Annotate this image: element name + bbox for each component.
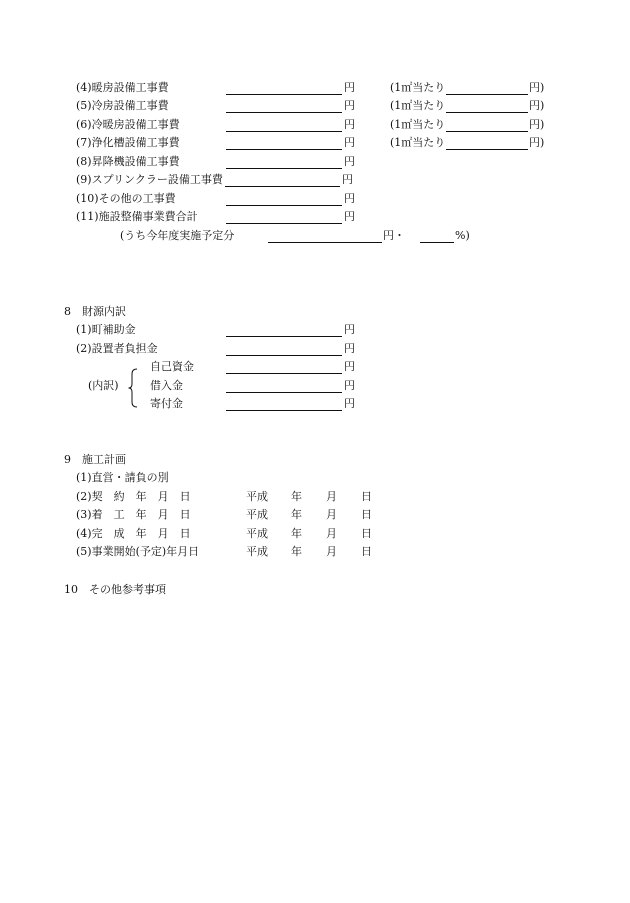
per-area-prefix-septic: (1㎡当たり <box>390 136 446 149</box>
breakdown-label-loan: 借入金 <box>150 379 183 392</box>
plan-title: 9 施工計画 <box>64 453 126 466</box>
current-year-unit: 円・ <box>383 229 405 242</box>
plan-row-day-contract: 日 <box>361 490 372 503</box>
per-area-prefix-aircon: (1㎡当たり <box>390 118 446 131</box>
plan-row-year-contract: 年 <box>291 490 302 503</box>
other-title: 10 その他参考事項 <box>64 583 166 596</box>
current-year-amount-field[interactable] <box>268 242 382 243</box>
breakdown-label-own-funds: 自己資金 <box>150 360 194 373</box>
breakdown-field-loan[interactable] <box>226 392 342 393</box>
breakdown-unit-own-funds: 円 <box>344 360 355 373</box>
funding-label-subsidy: (1)町補助金 <box>76 323 136 336</box>
cost-unit-sprinkler: 円 <box>342 173 353 186</box>
cost-label-sprinkler: (9)スプリンクラー設備工事費 <box>76 173 223 186</box>
cost-unit-heating: 円 <box>344 81 355 94</box>
cost-label-elevator: (8)昇降機設備工事費 <box>76 155 180 168</box>
plan-row-era-contract: 平成 <box>246 490 268 503</box>
cost-unit-total: 円 <box>344 210 355 223</box>
cost-label-aircon: (6)冷暖房設備工事費 <box>76 118 180 131</box>
plan-row-day-completion: 日 <box>361 527 372 540</box>
funding-field-founder[interactable] <box>226 355 342 356</box>
brace-icon <box>128 368 138 408</box>
cost-unit-elevator: 円 <box>344 155 355 168</box>
per-area-unit-septic: 円) <box>529 136 545 149</box>
cost-amount-field-sprinkler[interactable] <box>225 186 340 187</box>
plan-row-month-contract: 月 <box>326 490 337 503</box>
cost-unit-septic: 円 <box>344 136 355 149</box>
cost-label-cooling: (5)冷房設備工事費 <box>76 99 169 112</box>
per-area-prefix-heating: (1㎡当たり <box>390 81 446 94</box>
per-area-prefix-cooling: (1㎡当たり <box>390 99 446 112</box>
cost-unit-cooling: 円 <box>344 99 355 112</box>
funding-unit-founder: 円 <box>344 342 355 355</box>
plan-direct-label: (1)直営・請負の別 <box>76 471 169 484</box>
cost-label-total: (11)施設整備事業費合計 <box>76 210 198 223</box>
cost-label-other-works: (10)その他の工事費 <box>76 192 176 205</box>
breakdown-label: (内訳) <box>88 379 119 392</box>
cost-amount-field-cooling[interactable] <box>226 112 342 113</box>
per-area-field-heating[interactable] <box>446 94 528 95</box>
funding-field-subsidy[interactable] <box>226 336 342 337</box>
plan-row-month-completion: 月 <box>326 527 337 540</box>
plan-row-month-business-start: 月 <box>326 545 337 558</box>
per-area-unit-heating: 円) <box>529 81 545 94</box>
plan-row-label-start: (3)着 工 年 月 日 <box>76 508 191 521</box>
funding-label-founder: (2)設置者負担金 <box>76 342 158 355</box>
per-area-field-aircon[interactable] <box>446 131 528 132</box>
plan-row-year-start: 年 <box>291 508 302 521</box>
plan-row-era-start: 平成 <box>246 508 268 521</box>
plan-row-year-completion: 年 <box>291 527 302 540</box>
breakdown-field-own-funds[interactable] <box>226 373 342 374</box>
breakdown-unit-loan: 円 <box>344 379 355 392</box>
per-area-field-cooling[interactable] <box>446 112 528 113</box>
plan-row-label-completion: (4)完 成 年 月 日 <box>76 527 191 540</box>
per-area-unit-cooling: 円) <box>529 99 545 112</box>
cost-unit-other-works: 円 <box>344 192 355 205</box>
cost-amount-field-total[interactable] <box>226 223 342 224</box>
plan-row-day-business-start: 日 <box>361 545 372 558</box>
plan-row-era-business-start: 平成 <box>246 545 268 558</box>
cost-amount-field-elevator[interactable] <box>226 168 342 169</box>
cost-label-septic: (7)浄化槽設備工事費 <box>76 136 180 149</box>
plan-row-label-contract: (2)契 約 年 月 日 <box>76 490 191 503</box>
current-year-percent-field[interactable] <box>420 242 454 243</box>
cost-unit-aircon: 円 <box>344 118 355 131</box>
plan-row-day-start: 日 <box>361 508 372 521</box>
current-year-percent-unit: %) <box>455 229 470 242</box>
cost-amount-field-aircon[interactable] <box>226 131 342 132</box>
cost-amount-field-heating[interactable] <box>226 94 342 95</box>
funding-title: 8 財源内訳 <box>64 305 126 318</box>
plan-row-month-start: 月 <box>326 508 337 521</box>
plan-row-era-completion: 平成 <box>246 527 268 540</box>
breakdown-field-donation[interactable] <box>226 410 342 411</box>
plan-row-label-business-start: (5)事業開始(予定)年月日 <box>76 545 200 558</box>
per-area-unit-aircon: 円) <box>529 118 545 131</box>
breakdown-unit-donation: 円 <box>344 397 355 410</box>
breakdown-label-donation: 寄付金 <box>150 397 183 410</box>
plan-row-year-business-start: 年 <box>291 545 302 558</box>
cost-amount-field-septic[interactable] <box>226 149 342 150</box>
per-area-field-septic[interactable] <box>446 149 528 150</box>
cost-amount-field-other-works[interactable] <box>226 205 342 206</box>
funding-unit-subsidy: 円 <box>344 323 355 336</box>
current-year-prefix: (うち今年度実施予定分 <box>120 229 235 242</box>
cost-label-heating: (4)暖房設備工事費 <box>76 81 169 94</box>
